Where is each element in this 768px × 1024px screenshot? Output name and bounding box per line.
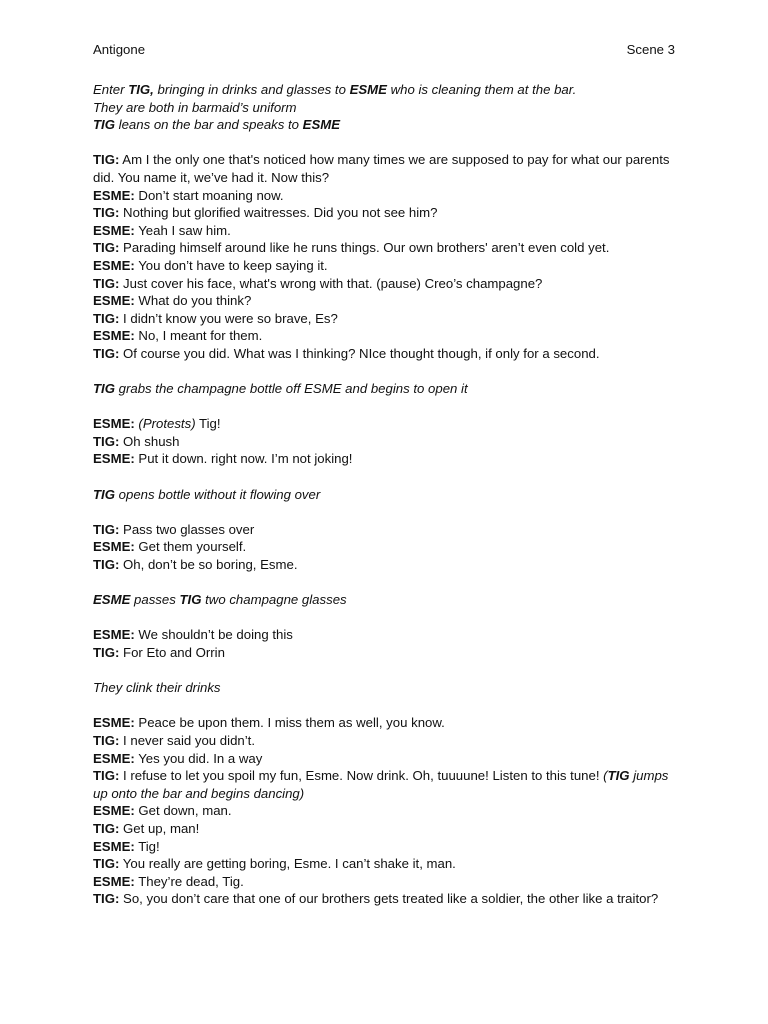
dialogue-line: TIG: Parading himself around like he runs things. Our own brothers' aren’t even cold yet. bbox=[93, 240, 610, 256]
speaker-name: TIG: bbox=[93, 856, 120, 872]
dialogue-line: TIG: Of course you did. What was I thinking? NIce thought though, if only for a second. bbox=[93, 345, 600, 361]
speaker-name: TIG: bbox=[93, 310, 120, 326]
script-page bbox=[93, 41, 675, 908]
stage-direction: TIG leans on the bar and speaks to ESME bbox=[93, 117, 341, 133]
stage-direction: Enter TIG, bringing in drinks and glasses to ESME who is cleaning them at the bar. bbox=[93, 82, 577, 97]
speaker-name: ESME: bbox=[93, 627, 135, 643]
speaker-name: ESME: bbox=[93, 222, 135, 238]
speaker-name: ESME: bbox=[93, 715, 135, 731]
speaker-name: TIG: bbox=[93, 732, 120, 748]
speaker-name: TIG: bbox=[93, 240, 120, 256]
speaker-name: ESME: bbox=[93, 187, 135, 203]
dialogue-line: ESME: Put it down. right now. I’m not joking! bbox=[93, 451, 353, 467]
speaker-name: TIG: bbox=[93, 433, 120, 449]
dialogue-line: ESME: No, I meant for them. bbox=[93, 328, 263, 344]
dialogue-line: ESME: They’re dead, Tig. bbox=[93, 873, 244, 889]
dialogue-line: TIG: Just cover his face, what's wrong with that. (pause) Creo’s champagne? bbox=[93, 275, 543, 291]
speaker-name: ESME: bbox=[93, 873, 135, 889]
dialogue-line: ESME: Peace be upon them. I miss them as well, you know. bbox=[93, 715, 445, 731]
speaker-name: TIG: bbox=[93, 152, 120, 168]
page-header bbox=[93, 41, 675, 59]
speaker-name: TIG: bbox=[93, 768, 120, 784]
stage-direction: ESME passes TIG two champagne glasses bbox=[93, 592, 347, 608]
dialogue-line: ESME: (Protests) Tig! bbox=[93, 416, 221, 432]
speaker-name: ESME: bbox=[93, 328, 135, 344]
speaker-name: ESME: bbox=[93, 416, 135, 432]
stage-direction: They clink their drinks bbox=[93, 680, 221, 696]
speaker-name: TIG: bbox=[93, 205, 120, 221]
stage-direction: TIG grabs the champagne bottle off ESME and begins to open it bbox=[93, 381, 468, 397]
speaker-name: TIG: bbox=[93, 820, 120, 836]
dialogue-line: ESME: Get them yourself. bbox=[93, 539, 247, 555]
speaker-name: TIG: bbox=[93, 645, 120, 660]
dialogue-line: TIG: I refuse to let you spoil my fun, Esme. Now drink. Oh, tuuuune! Listen to this tune! (TIG jumps up onto the bar and begins dancing) bbox=[93, 768, 669, 801]
dialogue-line: ESME: You don’t have to keep saying it. bbox=[93, 257, 328, 273]
dialogue-line: TIG: Oh shush bbox=[93, 433, 180, 449]
dialogue-line: ESME: Don’t start moaning now. bbox=[93, 187, 284, 203]
speaker-name: TIG: bbox=[93, 275, 120, 291]
speaker-name: TIG: bbox=[93, 521, 120, 537]
speaker-name: ESME: bbox=[93, 539, 135, 555]
stage-direction: TIG opens bottle without it flowing over bbox=[93, 486, 321, 502]
speaker-name: ESME: bbox=[93, 257, 135, 273]
dialogue-line: TIG: I didn’t know you were so brave, Es? bbox=[93, 310, 338, 326]
speaker-name: TIG: bbox=[93, 891, 120, 907]
speaker-name: ESME: bbox=[93, 451, 135, 467]
speaker-name: ESME: bbox=[93, 750, 135, 766]
speaker-name: ESME: bbox=[93, 803, 135, 819]
dialogue-line: ESME: We shouldn’t be doing this bbox=[93, 627, 293, 643]
dialogue-line: TIG: For Eto and Orrin bbox=[93, 645, 225, 660]
dialogue-line: TIG: Am I the only one that's noticed how many times we are supposed to pay for what our parents did. You name it, we’ve had it. Now this? bbox=[93, 152, 670, 185]
dialogue-line: ESME: Tig! bbox=[93, 838, 160, 854]
dialogue-line: TIG: Get up, man! bbox=[93, 820, 200, 836]
dialogue-line: TIG: Pass two glasses over bbox=[93, 521, 255, 537]
play-title: Antigone bbox=[93, 42, 146, 57]
scene-label: Scene 3 bbox=[626, 42, 675, 57]
speaker-name: TIG: bbox=[93, 345, 120, 361]
dialogue-line: TIG: I never said you didn’t. bbox=[93, 732, 255, 748]
dialogue-line: ESME: Yeah I saw him. bbox=[93, 222, 231, 238]
speaker-name: ESME: bbox=[93, 293, 135, 309]
dialogue-line: TIG: You really are getting boring, Esme. I can’t shake it, man. bbox=[93, 856, 456, 872]
dialogue-line: ESME: What do you think? bbox=[93, 293, 252, 309]
stage-direction: They are both in barmaid’s uniform bbox=[93, 99, 297, 115]
dialogue-line: TIG: So, you don’t care that one of our brothers gets treated like a soldier, the other like a traitor? bbox=[93, 891, 659, 907]
dialogue-line: TIG: Nothing but glorified waitresses. Did you not see him? bbox=[93, 205, 438, 221]
speaker-name: TIG: bbox=[93, 557, 120, 573]
dialogue-line: ESME: Get down, man. bbox=[93, 803, 232, 819]
inline-stage-direction: (TIG jumps up onto the bar and begins dancing) bbox=[93, 768, 669, 801]
dialogue-line: TIG: Oh, don’t be so boring, Esme. bbox=[93, 557, 298, 573]
dialogue-line: ESME: Yes you did. In a way bbox=[93, 750, 263, 766]
speaker-name: ESME: bbox=[93, 838, 135, 854]
